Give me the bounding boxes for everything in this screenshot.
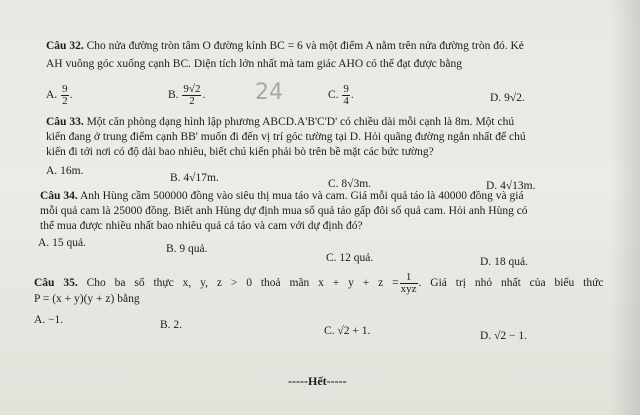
q33-line3 (46, 146, 434, 159)
q33-line1 (46, 116, 514, 129)
q34-text3: thể mua được nhiều nhất bao nhiêu quả cả táo và cam với dự định đó? (40, 220, 363, 232)
q35-option-c: C. √2 + 1. (324, 325, 371, 337)
q35-line1 (34, 272, 603, 295)
q34-option-a: A. 15 quả. (38, 237, 86, 249)
end-marker: -----Hết----- (288, 374, 347, 388)
q35-option-d: D. √2 − 1. (480, 330, 527, 342)
q34-text1: Anh Hùng cầm 500000 đồng vào siêu thị mua táo và cam. Giá mỗi quả táo là 40000 đồng và giá (79, 190, 524, 202)
option-letter: B. (168, 89, 179, 102)
q32-label: Câu 32. (46, 40, 84, 52)
q33-text2: kiến đang ở trung điểm cạnh BB' muốn đi đến vị trí góc tường tại D. Hỏi quãng đường ngắn nhất để chú (46, 131, 526, 143)
q32-option-d: D. 9√2. (490, 92, 525, 104)
q32-line2 (46, 58, 462, 71)
q32-option-c: C. $\frac{9}{4}$ . (328, 83, 354, 107)
q34-option-d: D. 18 quả. (480, 256, 528, 268)
q33-text3: kiến đi tới nơi có độ dài bao nhiêu, biết chú kiến phải bò trên bề mặt các bức tường? (46, 146, 434, 158)
q33-line2 (46, 131, 526, 144)
q34-text2: mỗi quả cam là 25000 đồng. Biết anh Hùng dự định mua số quả táo gấp đôi số quả cam. Hỏi anh Hùng có (40, 205, 528, 217)
q33-option-d: D. 4√13m. (486, 180, 536, 192)
q33-option-c: C. 8√3m. (328, 178, 372, 190)
option-letter: A. (46, 89, 58, 102)
q35-text2: P = (x + y)(y + z) bằng (34, 293, 140, 305)
option-fraction: $\frac{9√2}{2}$ (183, 83, 201, 107)
q35-option-a: A. −1. (34, 314, 64, 326)
option-fraction: $\frac{9}{4}$ (343, 83, 349, 107)
q33-label: Câu 33. (46, 116, 84, 128)
q35-fraction: $\frac{1}{\text{xyz}}$ (400, 271, 417, 295)
q32-line1 (46, 40, 524, 53)
q35-text1b: . Giá trị nhỏ nhất của biểu thức (418, 277, 604, 290)
q34-option-c: C. 12 quả. (326, 252, 374, 264)
q32-text1: Cho nửa đường tròn tâm O đường kính BC = 6 và một điểm A nằm trên nửa đường tròn đó. Kẻ (86, 40, 524, 52)
q35-option-b: B. 2. (160, 319, 183, 331)
handwritten-note: 24 (255, 80, 283, 105)
q33-option-b: B. 4√17m. (170, 172, 219, 184)
q33-text1: Một căn phòng dạng hình lập phương ABCD.A'B'C'D' có chiều dài mỗi cạnh là 8m. Một chú (86, 116, 515, 128)
q33-option-a: A. 16m. (46, 165, 84, 177)
q34-line2 (40, 205, 528, 218)
q34-label: Câu 34. (40, 190, 78, 202)
q35-label: Câu 35. (34, 277, 78, 290)
page-shadow (610, 0, 640, 415)
option-letter: C. (328, 89, 339, 102)
q35-text1a: Cho ba số thực x, y, z > 0 thoả mãn x + y + z = (86, 277, 399, 290)
option-letter: D. (490, 92, 502, 104)
option-fraction: $\frac{9}{2}$ (62, 83, 68, 107)
q34-option-b: B. 9 quả. (166, 243, 208, 255)
q35-line2 (34, 293, 140, 306)
q34-line1 (40, 190, 524, 203)
q32-text2: AH vuông góc xuống cạnh BC. Diện tích lớn nhất mà tam giác AHO có thể đạt được bằng (46, 58, 463, 70)
q32-option-a: A. $\frac{9}{2}$ . (46, 83, 73, 107)
q32-option-b: B. $\frac{9√2}{2}$ . (168, 83, 206, 107)
q34-line3 (40, 220, 363, 233)
